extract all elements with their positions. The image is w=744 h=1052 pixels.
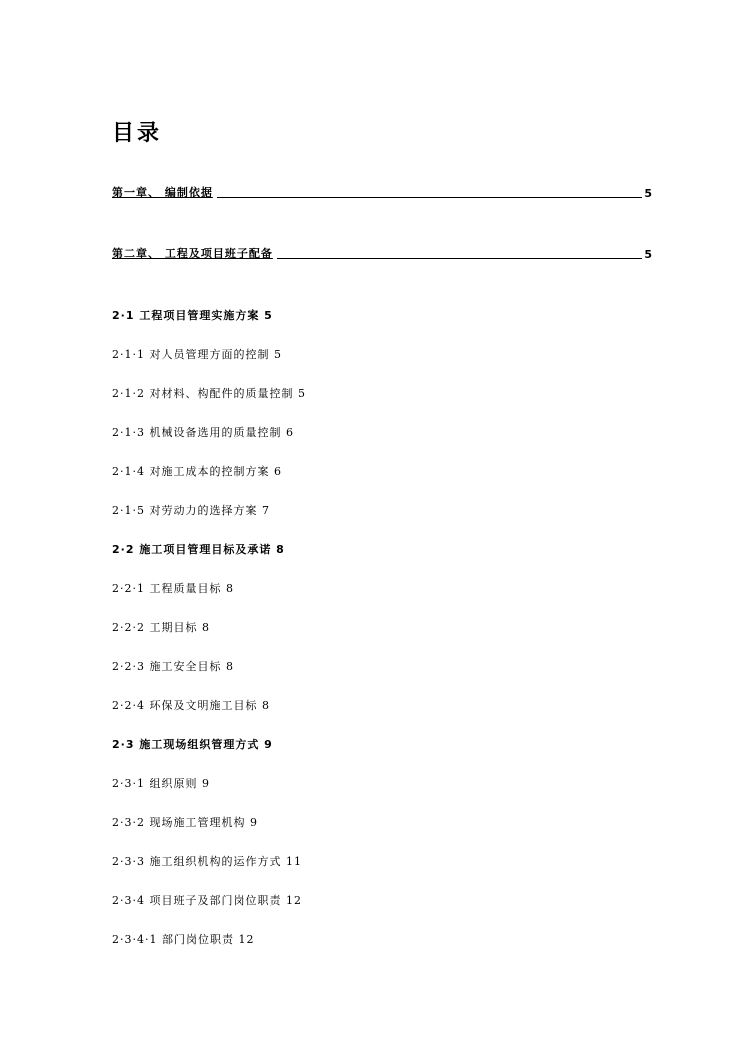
toc-leader-line	[217, 197, 643, 198]
toc-subsection-2-1-5[interactable]: 2·1·5 对劳动力的选择方案 7	[112, 504, 270, 517]
toc-subsection-2-3-2[interactable]: 2·3·2 现场施工管理机构 9	[112, 816, 258, 829]
toc-subsection-2-2-2[interactable]: 2·2·2 工期目标 8	[112, 621, 210, 634]
toc-page-number: 5	[644, 187, 653, 200]
toc-section-2-2[interactable]: 2·2 施工项目管理目标及承诺 8	[112, 543, 285, 556]
page-title: 目录	[112, 121, 163, 146]
toc-subsection-2-3-3[interactable]: 2·3·3 施工组织机构的运作方式 11	[112, 855, 302, 868]
toc-page-number: 5	[644, 248, 653, 261]
toc-subsection-2-1-2[interactable]: 2·1·2 对材料、构配件的质量控制 5	[112, 387, 306, 400]
toc-subsection-2-1-4[interactable]: 2·1·4 对施工成本的控制方案 6	[112, 465, 282, 478]
toc-subsection-2-1-1[interactable]: 2·1·1 对人员管理方面的控制 5	[112, 348, 282, 361]
toc-chapter-label[interactable]: 第二章、 工程及项目班子配备	[112, 247, 273, 260]
toc-section-2-3[interactable]: 2·3 施工现场组织管理方式 9	[112, 738, 273, 751]
toc-subsection-2-2-4[interactable]: 2·2·4 环保及文明施工目标 8	[112, 699, 270, 712]
toc-leader-line	[277, 258, 643, 259]
toc-subsection-2-3-4-1[interactable]: 2·3·4·1 部门岗位职责 12	[112, 933, 255, 946]
toc-section-2-1[interactable]: 2·1 工程项目管理实施方案 5	[112, 309, 273, 322]
toc-subsection-2-2-1[interactable]: 2·2·1 工程质量目标 8	[112, 582, 234, 595]
toc-subsection-2-1-3[interactable]: 2·1·3 机械设备选用的质量控制 6	[112, 426, 294, 439]
toc-subsection-2-3-4[interactable]: 2·3·4 项目班子及部门岗位职责 12	[112, 894, 302, 907]
toc-chapter-2[interactable]	[112, 245, 653, 261]
toc-chapter-label[interactable]: 第一章、 编制依据	[112, 186, 213, 199]
toc-chapter-1[interactable]	[112, 184, 653, 200]
toc-subsection-2-3-1[interactable]: 2·3·1 组织原则 9	[112, 777, 210, 790]
toc-subsection-2-2-3[interactable]: 2·2·3 施工安全目标 8	[112, 660, 234, 673]
